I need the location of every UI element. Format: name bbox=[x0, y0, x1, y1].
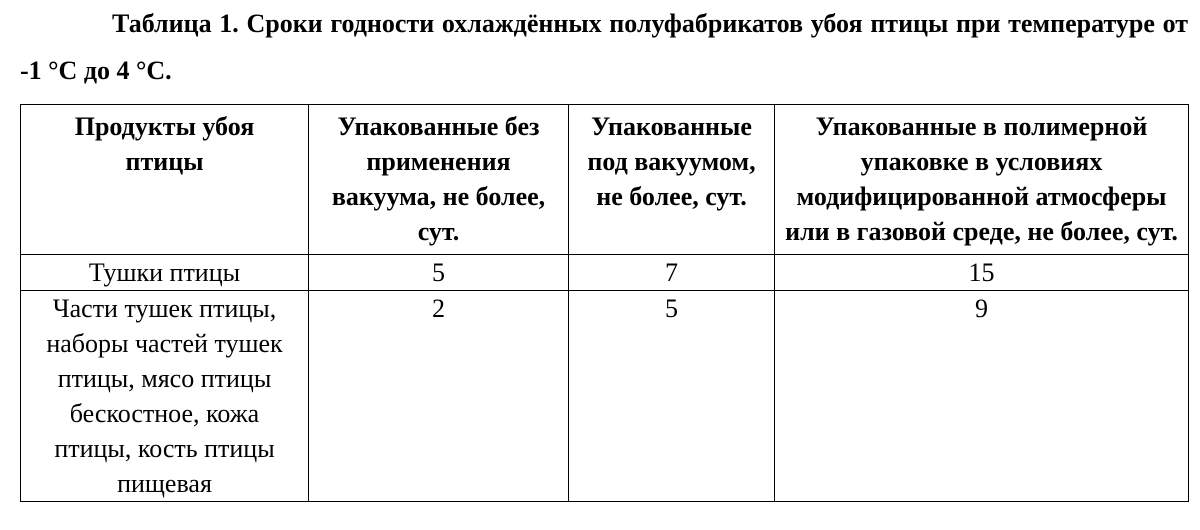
header-vacuum-text: Упакованные под вакуумом, не более, сут. bbox=[587, 112, 756, 211]
header-modified-atmosphere bbox=[775, 105, 1189, 255]
cell-modified-atmosphere: 15 bbox=[775, 255, 1189, 291]
table-row bbox=[21, 291, 1189, 502]
header-no-vacuum-text: Упакованные без применения вакуума, не более, сут. bbox=[331, 112, 546, 246]
cell-product-text: Части тушек птицы, наборы частей тушек птицы, мясо птицы бескостное, кожа птицы, кость птицы пищевая bbox=[46, 294, 283, 498]
cell-product: Тушки птицы bbox=[21, 255, 309, 291]
cell-product bbox=[21, 291, 309, 502]
cell-no-vacuum: 2 bbox=[309, 291, 569, 502]
table-header-row bbox=[21, 105, 1189, 255]
header-vacuum bbox=[569, 105, 775, 255]
header-modified-atmosphere-text: Упакованные в полимерной упаковке в условиях модифицированной атмосферы или в газовой среде, не более, сут. bbox=[785, 112, 1178, 246]
header-products-text: Продукты убоя птицы bbox=[74, 112, 255, 176]
shelf-life-table bbox=[20, 104, 1189, 502]
cell-vacuum: 5 bbox=[569, 291, 775, 502]
header-no-vacuum bbox=[309, 105, 569, 255]
table-row bbox=[21, 255, 1189, 291]
cell-vacuum: 7 bbox=[569, 255, 775, 291]
table-caption: Таблица 1. Сроки годности охлаждённых полуфабрикатов убоя птицы при температуре от -1 °С до 4 °С. bbox=[20, 9, 1188, 85]
cell-no-vacuum: 5 bbox=[309, 255, 569, 291]
header-products bbox=[21, 105, 309, 255]
cell-modified-atmosphere: 9 bbox=[775, 291, 1189, 502]
